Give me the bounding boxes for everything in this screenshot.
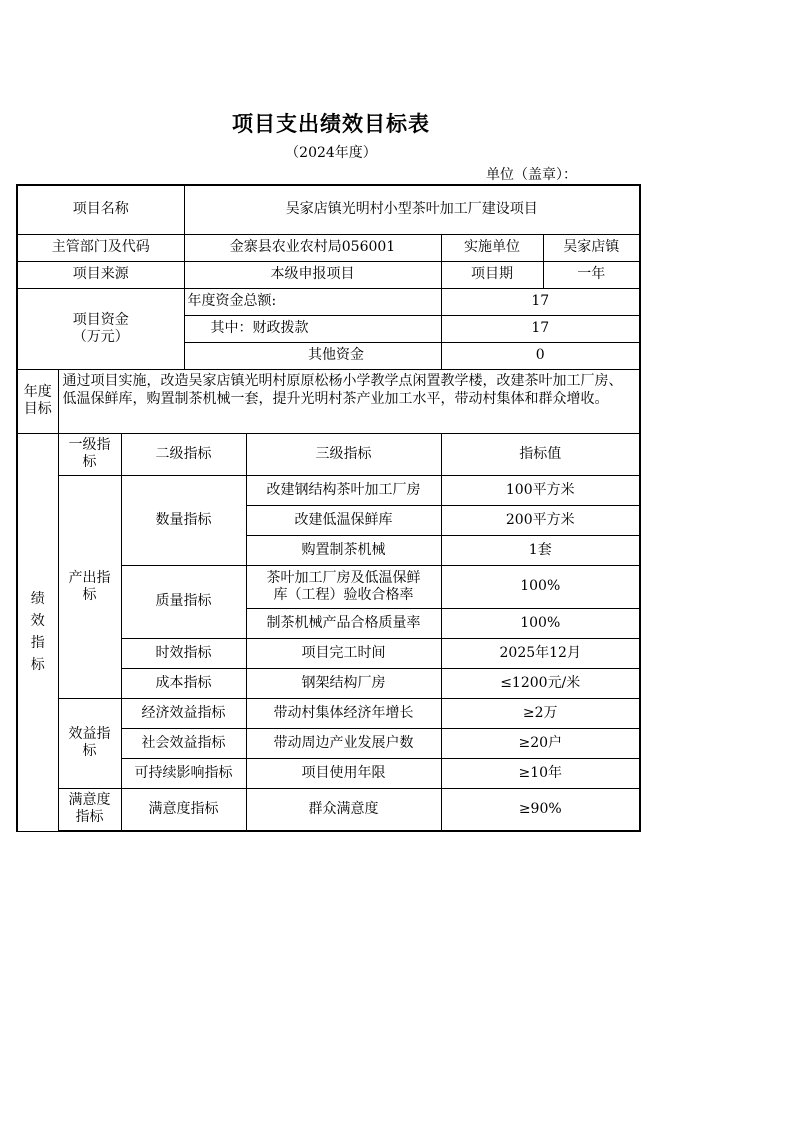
quantity-indicator-l2: 数量指标 <box>121 475 246 565</box>
indicator-row-2-value: 200平方米 <box>441 505 640 535</box>
quality-indicator-l2: 质量指标 <box>121 565 246 638</box>
col-header-level1-line2: 标 <box>82 454 97 470</box>
indicator-row-6-value: 2025年12月 <box>441 638 640 668</box>
indicator-row-11-value: ≥90% <box>441 788 640 831</box>
funds-fiscal-label: 其中：财政拨款 <box>184 315 441 342</box>
satisfaction-indicator-l2: 满意度指标 <box>121 788 246 831</box>
dept-label: 主管部门及代码 <box>17 234 184 261</box>
page-title: 项目支出绩效目标表 <box>232 111 430 136</box>
indicator-row-4-value: 100% <box>441 565 640 608</box>
indicator-row-1-value: 100平方米 <box>441 475 640 505</box>
indicator-row-10-value: ≥10年 <box>441 758 640 788</box>
project-name-label: 项目名称 <box>17 185 184 234</box>
sustainable-indicator-l2: 可持续影响指标 <box>121 758 246 788</box>
perf-char-3: 指 <box>30 635 45 651</box>
year-subtitle: （2024年度） <box>285 145 377 161</box>
performance-table <box>16 184 641 832</box>
output-l1-line1: 产出指 <box>68 569 111 586</box>
indicator-row-2-name: 改建低温保鲜库 <box>246 505 441 535</box>
project-name-value: 吴家店镇光明村小型茶叶加工厂建设项目 <box>184 185 640 234</box>
dept-value: 金寨县农业农村局056001 <box>184 234 441 261</box>
indicator-row-4-name-line1: 茶叶加工厂房及低温保鲜 <box>266 569 421 586</box>
perf-char-4: 标 <box>30 657 45 673</box>
indicator-row-7-name: 钢架结构厂房 <box>246 668 441 698</box>
indicator-row-8-name: 带动村集体经济年增长 <box>246 698 441 728</box>
indicator-row-1-name: 改建钢结构茶叶加工厂房 <box>246 475 441 505</box>
funds-other-value: 0 <box>441 342 640 369</box>
satisfaction-l1-line2: 指标 <box>75 809 104 826</box>
timeliness-indicator-l2: 时效指标 <box>121 638 246 668</box>
output-l1-line2: 标 <box>82 586 97 603</box>
funds-fiscal-value: 17 <box>441 315 640 342</box>
impl-unit-value: 吴家店镇 <box>543 234 640 261</box>
indicator-row-8-value: ≥2万 <box>441 698 640 728</box>
satisfaction-l1-line1: 满意度 <box>68 792 111 809</box>
indicator-row-7-value: ≤1200元/米 <box>441 668 640 698</box>
funds-other-label: 其他资金 <box>184 342 441 369</box>
annual-goal-text: 通过项目实施，改造吴家店镇光明村原原松杨小学教学点闲置教学楼，改建茶叶加工厂房、低温保鲜库，购置制茶机械一套，提升光明村茶产业加工水平，带动村集体和群众增收。 <box>58 369 640 433</box>
col-header-level1 <box>58 433 121 475</box>
col-header-level1-line1: 一级指 <box>68 437 111 453</box>
funds-total-label: 年度资金总额: <box>184 288 441 315</box>
indicator-row-5-name: 制茶机械产品合格质量率 <box>246 608 441 638</box>
unit-stamp-label: 单位（盖章）： <box>486 167 577 183</box>
funds-total-value: 17 <box>441 288 640 315</box>
funds-label-line1: 项目资金 <box>72 311 129 328</box>
satisfaction-indicator-l1 <box>58 788 121 831</box>
indicator-row-9-name: 带动周边产业发展户数 <box>246 728 441 758</box>
cost-indicator-l2: 成本指标 <box>121 668 246 698</box>
col-header-value: 指标值 <box>441 433 640 475</box>
col-header-level3: 三级指标 <box>246 433 441 475</box>
indicator-row-4-name <box>246 565 441 608</box>
source-label: 项目来源 <box>17 261 184 288</box>
benefit-l1-line2: 标 <box>82 743 97 759</box>
indicator-row-9-value: ≥20户 <box>441 728 640 758</box>
economic-indicator-l2: 经济效益指标 <box>121 698 246 728</box>
indicator-row-3-value: 1套 <box>441 535 640 565</box>
col-header-level2: 二级指标 <box>121 433 246 475</box>
source-value: 本级申报项目 <box>184 261 441 288</box>
perf-char-2: 效 <box>30 613 45 629</box>
benefit-l1-line1: 效益指 <box>68 726 111 742</box>
impl-unit-label: 实施单位 <box>441 234 543 261</box>
period-label: 项目期 <box>441 261 543 288</box>
annual-goal-label-line2: 目标 <box>23 401 52 417</box>
annual-goal-label-line1: 年度 <box>23 384 52 400</box>
indicator-row-10-name: 项目使用年限 <box>246 758 441 788</box>
performance-indicators-label <box>17 433 58 831</box>
output-indicator-l1 <box>58 475 121 698</box>
indicator-row-4-name-line2: 库（工程）验收合格率 <box>273 586 414 603</box>
period-value: 一年 <box>543 261 640 288</box>
funds-label-line2: （万元） <box>72 328 129 345</box>
indicator-row-5-value: 100% <box>441 608 640 638</box>
indicator-row-6-name: 项目完工时间 <box>246 638 441 668</box>
indicator-row-3-name: 购置制茶机械 <box>246 535 441 565</box>
social-indicator-l2: 社会效益指标 <box>121 728 246 758</box>
annual-goal-label <box>17 369 58 433</box>
benefit-indicator-l1 <box>58 698 121 788</box>
funds-label <box>17 288 184 369</box>
indicator-row-11-name: 群众满意度 <box>246 788 441 831</box>
perf-char-1: 绩 <box>30 591 45 607</box>
